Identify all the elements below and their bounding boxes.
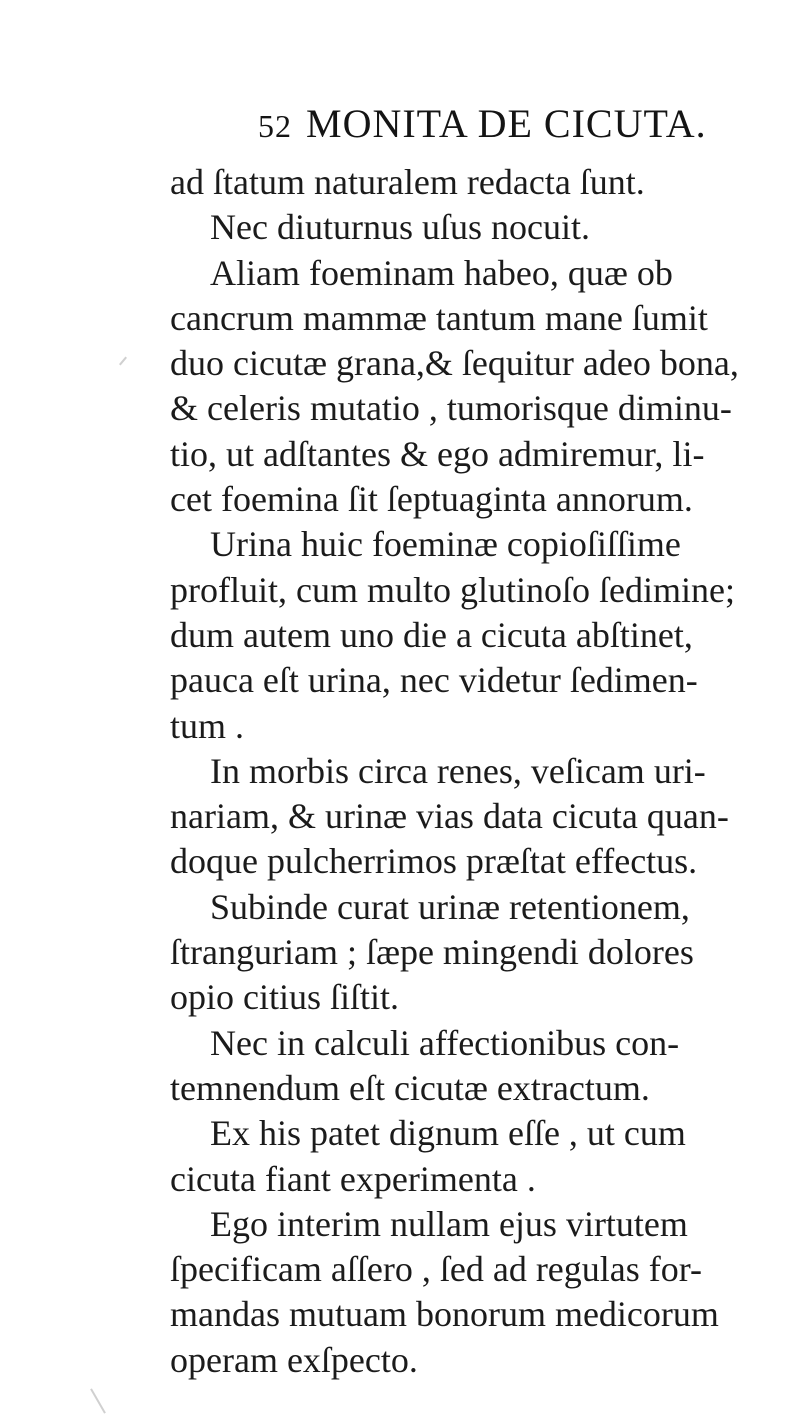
text-line: doque pulcherrimos præſtat effectus.: [170, 841, 698, 882]
text-line: nariam, & urinæ vias data cicuta quan-: [170, 796, 729, 837]
body-text: [170, 160, 800, 1383]
text-line: operam exſpecto.: [170, 1339, 418, 1380]
text-line: Ego interim nullam ejus virtutem: [210, 1203, 688, 1244]
text-line: temnendum eſt cicutæ extractum.: [170, 1067, 650, 1108]
text-line: ad ſtatum naturalem redacta ſunt.: [170, 162, 645, 202]
text-line: ſtranguriam ; ſæpe mingendi dolores: [170, 932, 694, 973]
text-line: cet foemina ſit ſeptuaginta annorum.: [170, 479, 693, 520]
text-line: Ex his patet dignum eſſe , ut cum: [210, 1113, 686, 1154]
text-line: In morbis circa renes, veſicam uri-: [210, 750, 706, 791]
text-line: & celeris mutatio , tumorisque diminu-: [170, 388, 732, 429]
text-line: pauca eſt urina, nec videtur ſedimen-: [170, 660, 698, 701]
text-line: dum autem uno die a cicuta abſtinet,: [170, 614, 693, 655]
text-line: Nec diuturnus uſus nocuit.: [210, 207, 590, 248]
margin-mark: [90, 1388, 106, 1413]
text-line: ſpecificam aſſero , ſed ad regulas for-: [170, 1249, 703, 1290]
text-line: cicuta fiant experimenta .: [170, 1158, 536, 1199]
margin-mark: [119, 357, 127, 366]
text-line: tio, ut adſtantes & ego admiremur, li-: [170, 433, 705, 474]
text-line: Urina huic foeminæ copioſiſſime: [210, 524, 681, 565]
text-line: cancrum mammæ tantum mane ſumit: [170, 297, 708, 338]
text-line: Nec in calculi affectionibus con-: [210, 1022, 680, 1063]
text-line: Subinde curat urinæ retentionem,: [210, 886, 690, 927]
text-line: mandas mutuam bonorum medicorum: [170, 1294, 719, 1335]
page-number: 52: [258, 108, 292, 144]
text-line: Aliam foeminam habeo, quæ ob: [210, 252, 673, 293]
text-line: duo cicutæ grana,& ſequitur adeo bona,: [170, 343, 739, 384]
text-line: opio citius ſiſtit.: [170, 977, 400, 1018]
text-line: tum .: [170, 705, 245, 746]
running-title: MONITA DE CICUTA.: [306, 101, 707, 146]
text-line: profluit, cum multo glutinoſo ſedimine;: [170, 569, 735, 610]
running-header: [258, 100, 707, 147]
